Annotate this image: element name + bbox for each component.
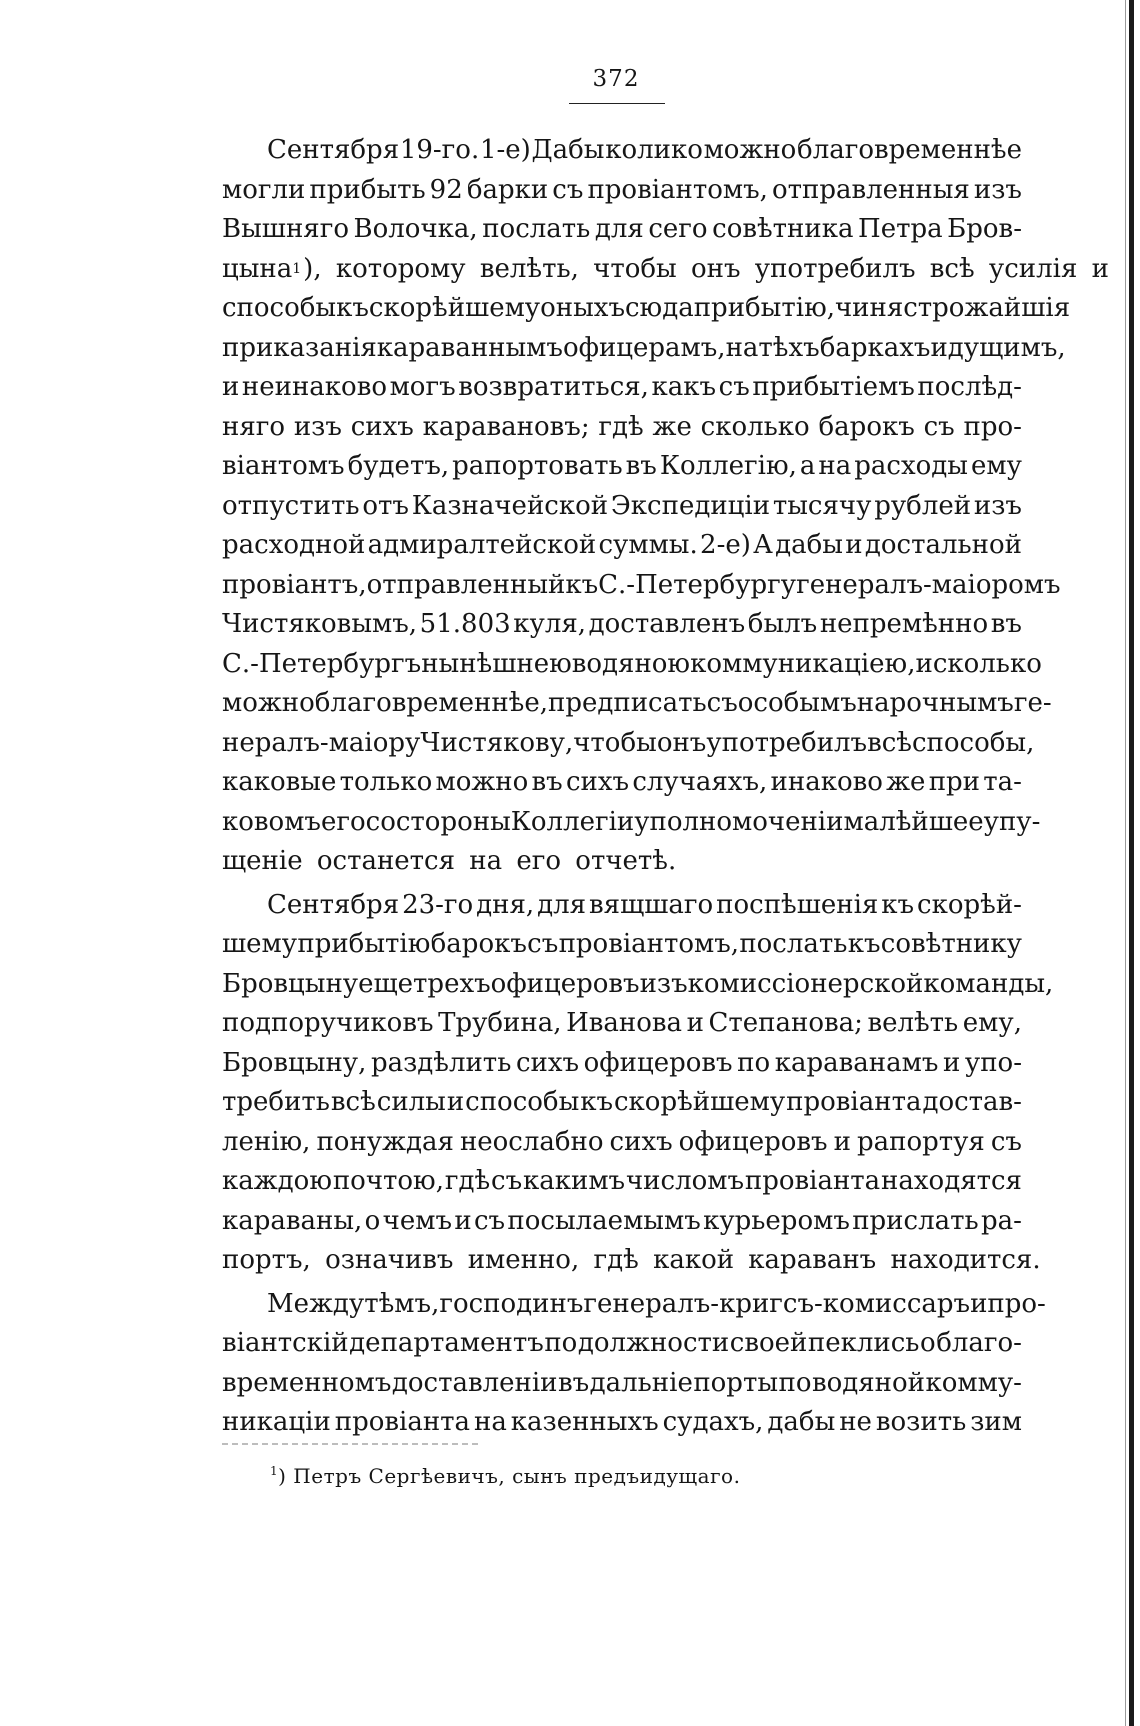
word: вящшаго: [589, 889, 714, 920]
text-line: [222, 566, 1061, 606]
word: рапортуя: [856, 1126, 985, 1157]
word: временномъ: [222, 1367, 392, 1398]
word: сихъ: [515, 1047, 580, 1078]
word: Степанова;: [708, 1008, 863, 1038]
word: порты: [693, 1367, 779, 1398]
footnote-reference: 1: [292, 260, 302, 277]
line-text: щеніе останется на его отчетѣ.: [222, 846, 677, 876]
word: Волочка,: [353, 214, 478, 244]
text-line: [222, 763, 1022, 803]
word: какъ: [651, 372, 717, 402]
word: совѣтника: [712, 214, 854, 244]
word: сихъ: [609, 1126, 673, 1157]
word: съ: [491, 1166, 523, 1196]
text-line: [222, 886, 1022, 926]
word: съ: [706, 688, 738, 718]
word: по: [544, 1328, 578, 1358]
word: чиня: [834, 293, 904, 323]
word: въ: [990, 609, 1022, 639]
word: возить: [875, 1407, 967, 1437]
word: Петра: [858, 214, 943, 244]
footnote-text: ) Петръ Сергѣевичъ, сынъ предъидущаго.: [278, 1464, 741, 1488]
word: по: [778, 1367, 812, 1398]
text-line: [222, 803, 1041, 843]
word: провіантомъ,: [587, 174, 768, 205]
word: 51.803: [419, 609, 511, 639]
word: каковые: [222, 767, 337, 797]
text-line: [222, 408, 1022, 448]
word: съ: [718, 372, 750, 402]
word: офицеровъ: [583, 1047, 733, 1078]
word: какимъ: [523, 1166, 626, 1196]
word: возвратиться,: [458, 372, 649, 402]
word: не: [839, 1407, 872, 1437]
word: дабы: [767, 1407, 836, 1437]
word: въ: [531, 767, 563, 797]
word: и: [833, 1126, 851, 1157]
word: Коллегію,: [659, 451, 797, 481]
word: всѣ: [330, 1087, 376, 1117]
text-line: [222, 1364, 1022, 1404]
word: 92: [429, 174, 463, 205]
word: Чистяковымъ,: [222, 609, 418, 639]
word: находятся: [881, 1166, 1022, 1196]
text-line: [222, 1241, 1041, 1281]
word: раздѣлить: [370, 1047, 512, 1078]
word: ленію,: [222, 1126, 311, 1157]
word: отпустить: [222, 490, 360, 521]
word: расходной: [222, 530, 366, 560]
word: инаково: [770, 767, 883, 797]
word: С.-Петербургъ: [222, 648, 422, 679]
word: къ: [847, 929, 881, 959]
word: няго: [222, 411, 286, 442]
word: изъ: [639, 968, 688, 999]
text-line: [222, 965, 1054, 1005]
text-line: [222, 447, 1022, 487]
word: провіанта: [744, 1166, 881, 1196]
word: на: [818, 451, 852, 481]
word: поспѣшенія: [716, 889, 879, 920]
text-line: [222, 329, 1066, 369]
word: могли: [222, 174, 306, 205]
word: можно: [222, 688, 315, 718]
word: а: [799, 451, 816, 481]
word: генералъ-кригсъ-комиссаръ: [583, 1288, 971, 1319]
word: посылаемымъ: [507, 1205, 701, 1236]
word: на: [473, 1407, 507, 1437]
word: тѣмъ,: [364, 1288, 440, 1319]
word: расходы: [854, 451, 968, 481]
word: 1-е): [479, 135, 531, 165]
word: изъ: [293, 411, 342, 442]
word: комму-: [925, 1367, 1022, 1398]
word: комиссіонерской: [687, 968, 924, 999]
text-line: [222, 1044, 1022, 1084]
word: его: [320, 806, 366, 837]
word: сколько: [700, 411, 810, 442]
word: Дабы: [531, 135, 605, 165]
word: и: [942, 1047, 961, 1078]
word: скорѣйшему: [368, 293, 541, 323]
word: съ: [990, 1126, 1022, 1157]
word: скорѣйшему: [614, 1087, 786, 1117]
word: понуждая: [316, 1126, 454, 1157]
text-line: [222, 1162, 1022, 1202]
word: команды,: [923, 968, 1054, 999]
word: ге-: [1013, 688, 1052, 718]
text-line: [222, 131, 1022, 171]
word: тѣхъ: [758, 332, 820, 363]
word: можно: [435, 767, 529, 797]
word: чтобы: [573, 727, 657, 758]
line-text: цына: [222, 253, 293, 284]
page-number: 372: [592, 66, 640, 92]
word: достав-: [922, 1087, 1022, 1117]
word: еще: [358, 968, 414, 999]
text-line: [222, 1202, 1022, 1242]
word: караванамъ: [774, 1047, 939, 1078]
word: дня,: [476, 889, 535, 920]
word: про-: [963, 411, 1022, 442]
page-number-underline: [569, 103, 665, 104]
word: къ: [565, 569, 599, 600]
word: С.-Петербургу: [598, 569, 797, 600]
word: о: [364, 1205, 381, 1236]
word: и: [915, 648, 933, 679]
word: и: [970, 1288, 988, 1319]
text-line: [222, 684, 1052, 724]
word: употребилъ: [706, 727, 868, 758]
word: предписать: [548, 688, 707, 718]
word: благовременнѣе,: [314, 688, 548, 718]
word: офицерамъ,: [562, 332, 726, 363]
word: тысячу: [772, 490, 872, 521]
word: скорѣй-: [917, 889, 1022, 920]
word: силы: [376, 1087, 446, 1117]
word: со: [365, 806, 396, 837]
word: рублей: [874, 490, 972, 521]
word: нарочнымъ: [856, 688, 1014, 718]
word: послѣд-: [917, 372, 1022, 402]
word: благо-: [936, 1328, 1022, 1358]
word: провіанта: [334, 1407, 471, 1437]
word: офицеровъ: [490, 968, 640, 999]
word: для: [594, 214, 644, 244]
word: уполномоченіи: [634, 806, 844, 837]
word: упо-: [964, 1047, 1022, 1078]
text-line: [222, 210, 1022, 250]
body-text: [222, 131, 1109, 1443]
text-line: [222, 526, 1022, 566]
word: и: [446, 1087, 465, 1117]
text-line: [222, 487, 1022, 527]
word: и: [686, 1008, 704, 1038]
word: съ: [923, 411, 955, 442]
text-line: [222, 1324, 1022, 1364]
word: былъ: [747, 609, 818, 639]
word: къ: [580, 1087, 614, 1117]
word: сколько: [932, 648, 1042, 679]
word: идущимъ,: [930, 332, 1066, 363]
word: господинъ: [439, 1288, 584, 1319]
word: требить: [222, 1087, 330, 1117]
word: въ: [557, 1367, 590, 1398]
word: нералъ-маіору: [222, 727, 421, 758]
word: при: [928, 767, 981, 797]
word: малѣйшее: [843, 806, 984, 837]
word: водяной: [811, 1367, 925, 1398]
word: способы: [222, 293, 337, 323]
word: подпоручиковъ: [222, 1008, 434, 1038]
word: А: [753, 530, 773, 560]
word: Экспедиціи: [610, 490, 771, 521]
word: прибытію,: [693, 293, 835, 323]
word: ему: [970, 451, 1022, 481]
text-line: [222, 724, 1035, 764]
line-text: портъ, означивъ именно, гдѣ какой караванъ находится.: [222, 1245, 1041, 1275]
word: прибыть: [309, 174, 426, 205]
word: же: [652, 411, 692, 442]
word: на: [725, 332, 759, 363]
word: сюда: [625, 293, 694, 323]
text-line: [222, 171, 1022, 211]
word: въ: [625, 451, 657, 481]
word: приказанія: [222, 332, 377, 363]
word: отъ: [362, 490, 409, 521]
word: караваны,: [222, 1205, 363, 1236]
word: съ: [552, 174, 584, 205]
word: къ: [881, 889, 915, 920]
word: къ: [336, 293, 369, 323]
word: пеклись: [807, 1328, 920, 1358]
word: особымъ: [737, 688, 857, 718]
word: провіанта: [786, 1087, 922, 1117]
word: сихъ: [350, 411, 414, 442]
word: и: [454, 1205, 472, 1236]
word: изъ: [973, 490, 1022, 521]
word: Вышняго: [222, 214, 349, 244]
word: Иванова: [566, 1008, 682, 1038]
word: съ: [473, 1205, 506, 1236]
word: суммы.: [598, 530, 698, 560]
word: барокъ: [818, 411, 915, 442]
word: гдѣ: [598, 411, 644, 442]
word: та-: [983, 767, 1022, 797]
word: только: [339, 767, 433, 797]
word: про-: [987, 1288, 1046, 1319]
word: благовременнѣе: [797, 135, 1022, 165]
word: генералъ-маіоромъ: [796, 569, 1061, 600]
word: для: [537, 889, 587, 920]
text-line: [222, 1083, 1022, 1123]
word: послать: [739, 929, 848, 959]
word: и: [845, 530, 863, 560]
word: чемъ: [382, 1205, 452, 1236]
word: Трубина,: [438, 1008, 562, 1038]
word: судахъ,: [662, 1407, 764, 1437]
text-line: [222, 368, 1022, 408]
word: Сентября: [267, 889, 400, 920]
word: казенныхъ: [510, 1407, 659, 1437]
word: должности: [577, 1328, 730, 1358]
word: стороны: [395, 806, 511, 837]
word: Коллегіи: [510, 806, 635, 837]
word: коммуникаціею,: [690, 648, 916, 679]
word: Бров-: [947, 214, 1022, 244]
word: куля,: [513, 609, 587, 639]
word: числомъ: [625, 1166, 744, 1196]
word: неослабно: [459, 1126, 604, 1157]
word: 23-го: [402, 889, 474, 920]
word: никаціи: [222, 1407, 331, 1437]
word: достальной: [864, 530, 1022, 560]
text-line: [222, 1004, 1022, 1044]
word: съ: [527, 929, 559, 959]
word: послать: [482, 214, 591, 244]
word: шему: [222, 929, 298, 959]
text-line: [222, 605, 1022, 645]
text-line: [222, 1403, 1022, 1443]
word: 19-го.: [399, 135, 480, 165]
word: по: [737, 1047, 771, 1078]
word: віантомъ: [222, 451, 345, 481]
word: оныхъ: [540, 293, 625, 323]
page-edge-shadow: [1129, 0, 1134, 1726]
word: ра-: [980, 1205, 1022, 1236]
word: Сентября: [267, 135, 400, 165]
word: провіантъ,: [222, 569, 367, 600]
word: провіантомъ,: [558, 929, 740, 959]
footnote-marker: 1: [270, 1464, 279, 1478]
text-line: [222, 925, 1022, 965]
word: караваннымъ: [376, 332, 563, 363]
word: совѣтнику: [880, 929, 1022, 959]
word: доставленъ: [588, 609, 746, 639]
footnote: [270, 1464, 740, 1488]
word: зим: [970, 1407, 1022, 1437]
word: отправленный: [366, 569, 566, 600]
word: Казначейской: [411, 490, 609, 521]
word: всѣ: [867, 727, 912, 758]
word: барокъ: [430, 929, 527, 959]
text-line: [222, 645, 1042, 685]
word: водяною: [571, 648, 691, 679]
word: прислать: [852, 1205, 979, 1236]
word: упу-: [983, 806, 1041, 837]
word: дальніе: [589, 1367, 693, 1398]
word: будетъ,: [347, 451, 450, 481]
word: о: [919, 1328, 936, 1358]
word: способы: [465, 1087, 580, 1117]
word: ковомъ: [222, 806, 321, 837]
word: почтою,: [332, 1166, 444, 1196]
word: дабы: [775, 530, 843, 560]
text-line: [222, 1285, 1046, 1325]
line-text: ), которому велѣть, чтобы онъ употребилъ всѣ усилія и: [303, 253, 1109, 284]
word: изъ: [973, 174, 1022, 205]
word: 2-е): [700, 530, 751, 560]
word: баркахъ: [819, 332, 931, 363]
word: Чистякову,: [420, 727, 574, 758]
word: курьеромъ: [703, 1205, 850, 1236]
word: же: [886, 767, 926, 797]
word: сихъ: [565, 767, 630, 797]
footnote-separator: [222, 1443, 478, 1446]
text-line: [222, 1123, 1022, 1163]
word: ему,: [962, 1008, 1022, 1038]
word: адмиралтейской: [367, 530, 597, 560]
word: отправленныя: [772, 174, 970, 205]
word: барки: [466, 174, 549, 205]
text-line: [222, 842, 1022, 882]
word: сего: [648, 214, 708, 244]
word: онъ: [656, 727, 707, 758]
word: своей: [729, 1328, 808, 1358]
word: Бровцыну,: [222, 1047, 367, 1078]
word: велѣть: [867, 1008, 959, 1038]
word: колико: [605, 135, 703, 165]
word: непремѣнно: [819, 609, 989, 639]
word: гдѣ: [444, 1166, 491, 1196]
word: Бровцыну: [222, 968, 359, 999]
word: прибытіемъ: [752, 372, 915, 402]
word: департаментъ: [349, 1328, 544, 1358]
word: и: [222, 372, 240, 402]
page-edge-line: [1125, 0, 1126, 1726]
word: способы,: [911, 727, 1035, 758]
word: можно: [703, 135, 797, 165]
word: нынѣшнею: [421, 648, 572, 679]
word: прибытію: [297, 929, 431, 959]
word: каждою: [222, 1166, 332, 1196]
word: могъ: [389, 372, 456, 402]
word: неинаково: [241, 372, 387, 402]
word: трехъ: [413, 968, 491, 999]
word: доставленіи: [391, 1367, 558, 1398]
word: каравановъ;: [422, 411, 590, 442]
text-line: [222, 250, 1109, 290]
word: віантскій: [222, 1328, 349, 1358]
word: Между: [267, 1288, 365, 1319]
word: рапортовать: [452, 451, 623, 481]
word: случаяхъ,: [632, 767, 768, 797]
word: строжайшія: [903, 293, 1071, 323]
text-line: [222, 289, 1071, 329]
word: офицеровъ: [678, 1126, 828, 1157]
